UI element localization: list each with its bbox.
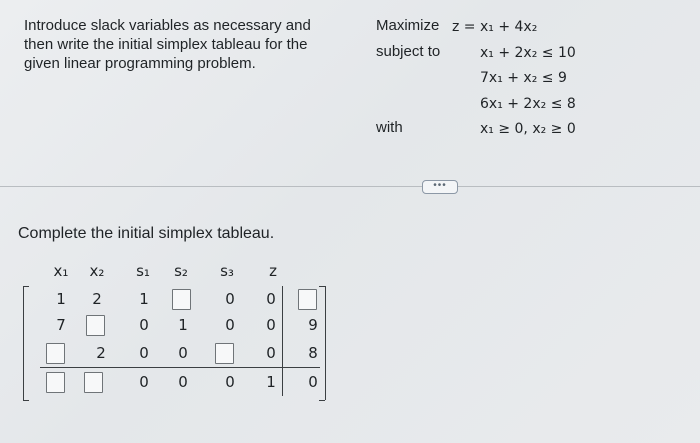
input-r2-x2[interactable]: [86, 315, 105, 336]
constraint-1: x₁ + 2x₂ ≤ 10: [480, 45, 576, 61]
objective-function: z = x₁ + 4x₂: [452, 19, 538, 35]
tableau-left-bracket-bottom: [23, 400, 29, 401]
header-x2: x₂: [89, 262, 105, 280]
cell-r2-s3: 0: [225, 316, 235, 334]
tableau-left-bracket-top: [23, 286, 29, 287]
header-s2: s₂: [174, 262, 188, 280]
input-r4-x1[interactable]: [46, 372, 65, 393]
cell-r3-x2: 2: [96, 344, 106, 362]
header-s1: s₁: [136, 262, 150, 280]
tableau-right-bracket-bottom: [319, 400, 325, 401]
cell-r3-z: 0: [266, 344, 276, 362]
cell-r1-x1: 1: [56, 290, 66, 308]
cell-r2-rhs: 9: [308, 316, 318, 334]
section-divider: [0, 186, 700, 187]
header-x1: x₁: [53, 262, 69, 280]
problem-intro-line-2: then write the initial simplex tableau for the: [24, 36, 308, 53]
cell-r1-x2: 2: [92, 290, 102, 308]
cell-r1-z: 0: [266, 290, 276, 308]
header-s3: s₃: [220, 262, 234, 280]
tableau-left-bracket: [23, 286, 24, 400]
header-z: z: [269, 262, 277, 280]
cell-r4-z: 1: [266, 373, 276, 391]
cell-r3-s1: 0: [139, 344, 149, 362]
input-r3-x1[interactable]: [46, 343, 65, 364]
input-r3-s3[interactable]: [215, 343, 234, 364]
cell-r3-rhs: 8: [308, 344, 318, 362]
cell-r2-s1: 0: [139, 316, 149, 334]
problem-intro-line-3: given linear programming problem.: [24, 55, 256, 72]
cell-r1-s3: 0: [225, 290, 235, 308]
objective-row-separator: [40, 367, 320, 368]
constraint-3: 6x₁ + 2x₂ ≤ 8: [480, 96, 576, 112]
cell-r4-s1: 0: [139, 373, 149, 391]
show-more-button[interactable]: •••: [422, 180, 458, 194]
cell-r4-s2: 0: [178, 373, 188, 391]
tableau-prompt: Complete the initial simplex tableau.: [18, 225, 275, 242]
input-r1-rhs[interactable]: [298, 289, 317, 310]
nonnegativity-constraints: x₁ ≥ 0, x₂ ≥ 0: [480, 121, 576, 137]
cell-r4-s3: 0: [225, 373, 235, 391]
maximize-label: Maximize: [376, 17, 440, 34]
rhs-column-separator: [282, 286, 283, 396]
constraint-2: 7x₁ + x₂ ≤ 9: [480, 70, 567, 86]
subject-to-label: subject to: [376, 43, 441, 60]
cell-r2-x1: 7: [56, 316, 66, 334]
cell-r2-s2: 1: [178, 316, 188, 334]
cell-r3-s2: 0: [178, 344, 188, 362]
tableau-right-bracket-top: [319, 286, 325, 287]
cell-r4-rhs: 0: [308, 373, 318, 391]
tableau-right-bracket: [325, 286, 326, 400]
input-r1-s2[interactable]: [172, 289, 191, 310]
cell-r1-s1: 1: [139, 290, 149, 308]
with-label: with: [376, 119, 403, 136]
cell-r2-z: 0: [266, 316, 276, 334]
problem-intro-line-1: Introduce slack variables as necessary and: [24, 17, 311, 34]
input-r4-x2[interactable]: [84, 372, 103, 393]
